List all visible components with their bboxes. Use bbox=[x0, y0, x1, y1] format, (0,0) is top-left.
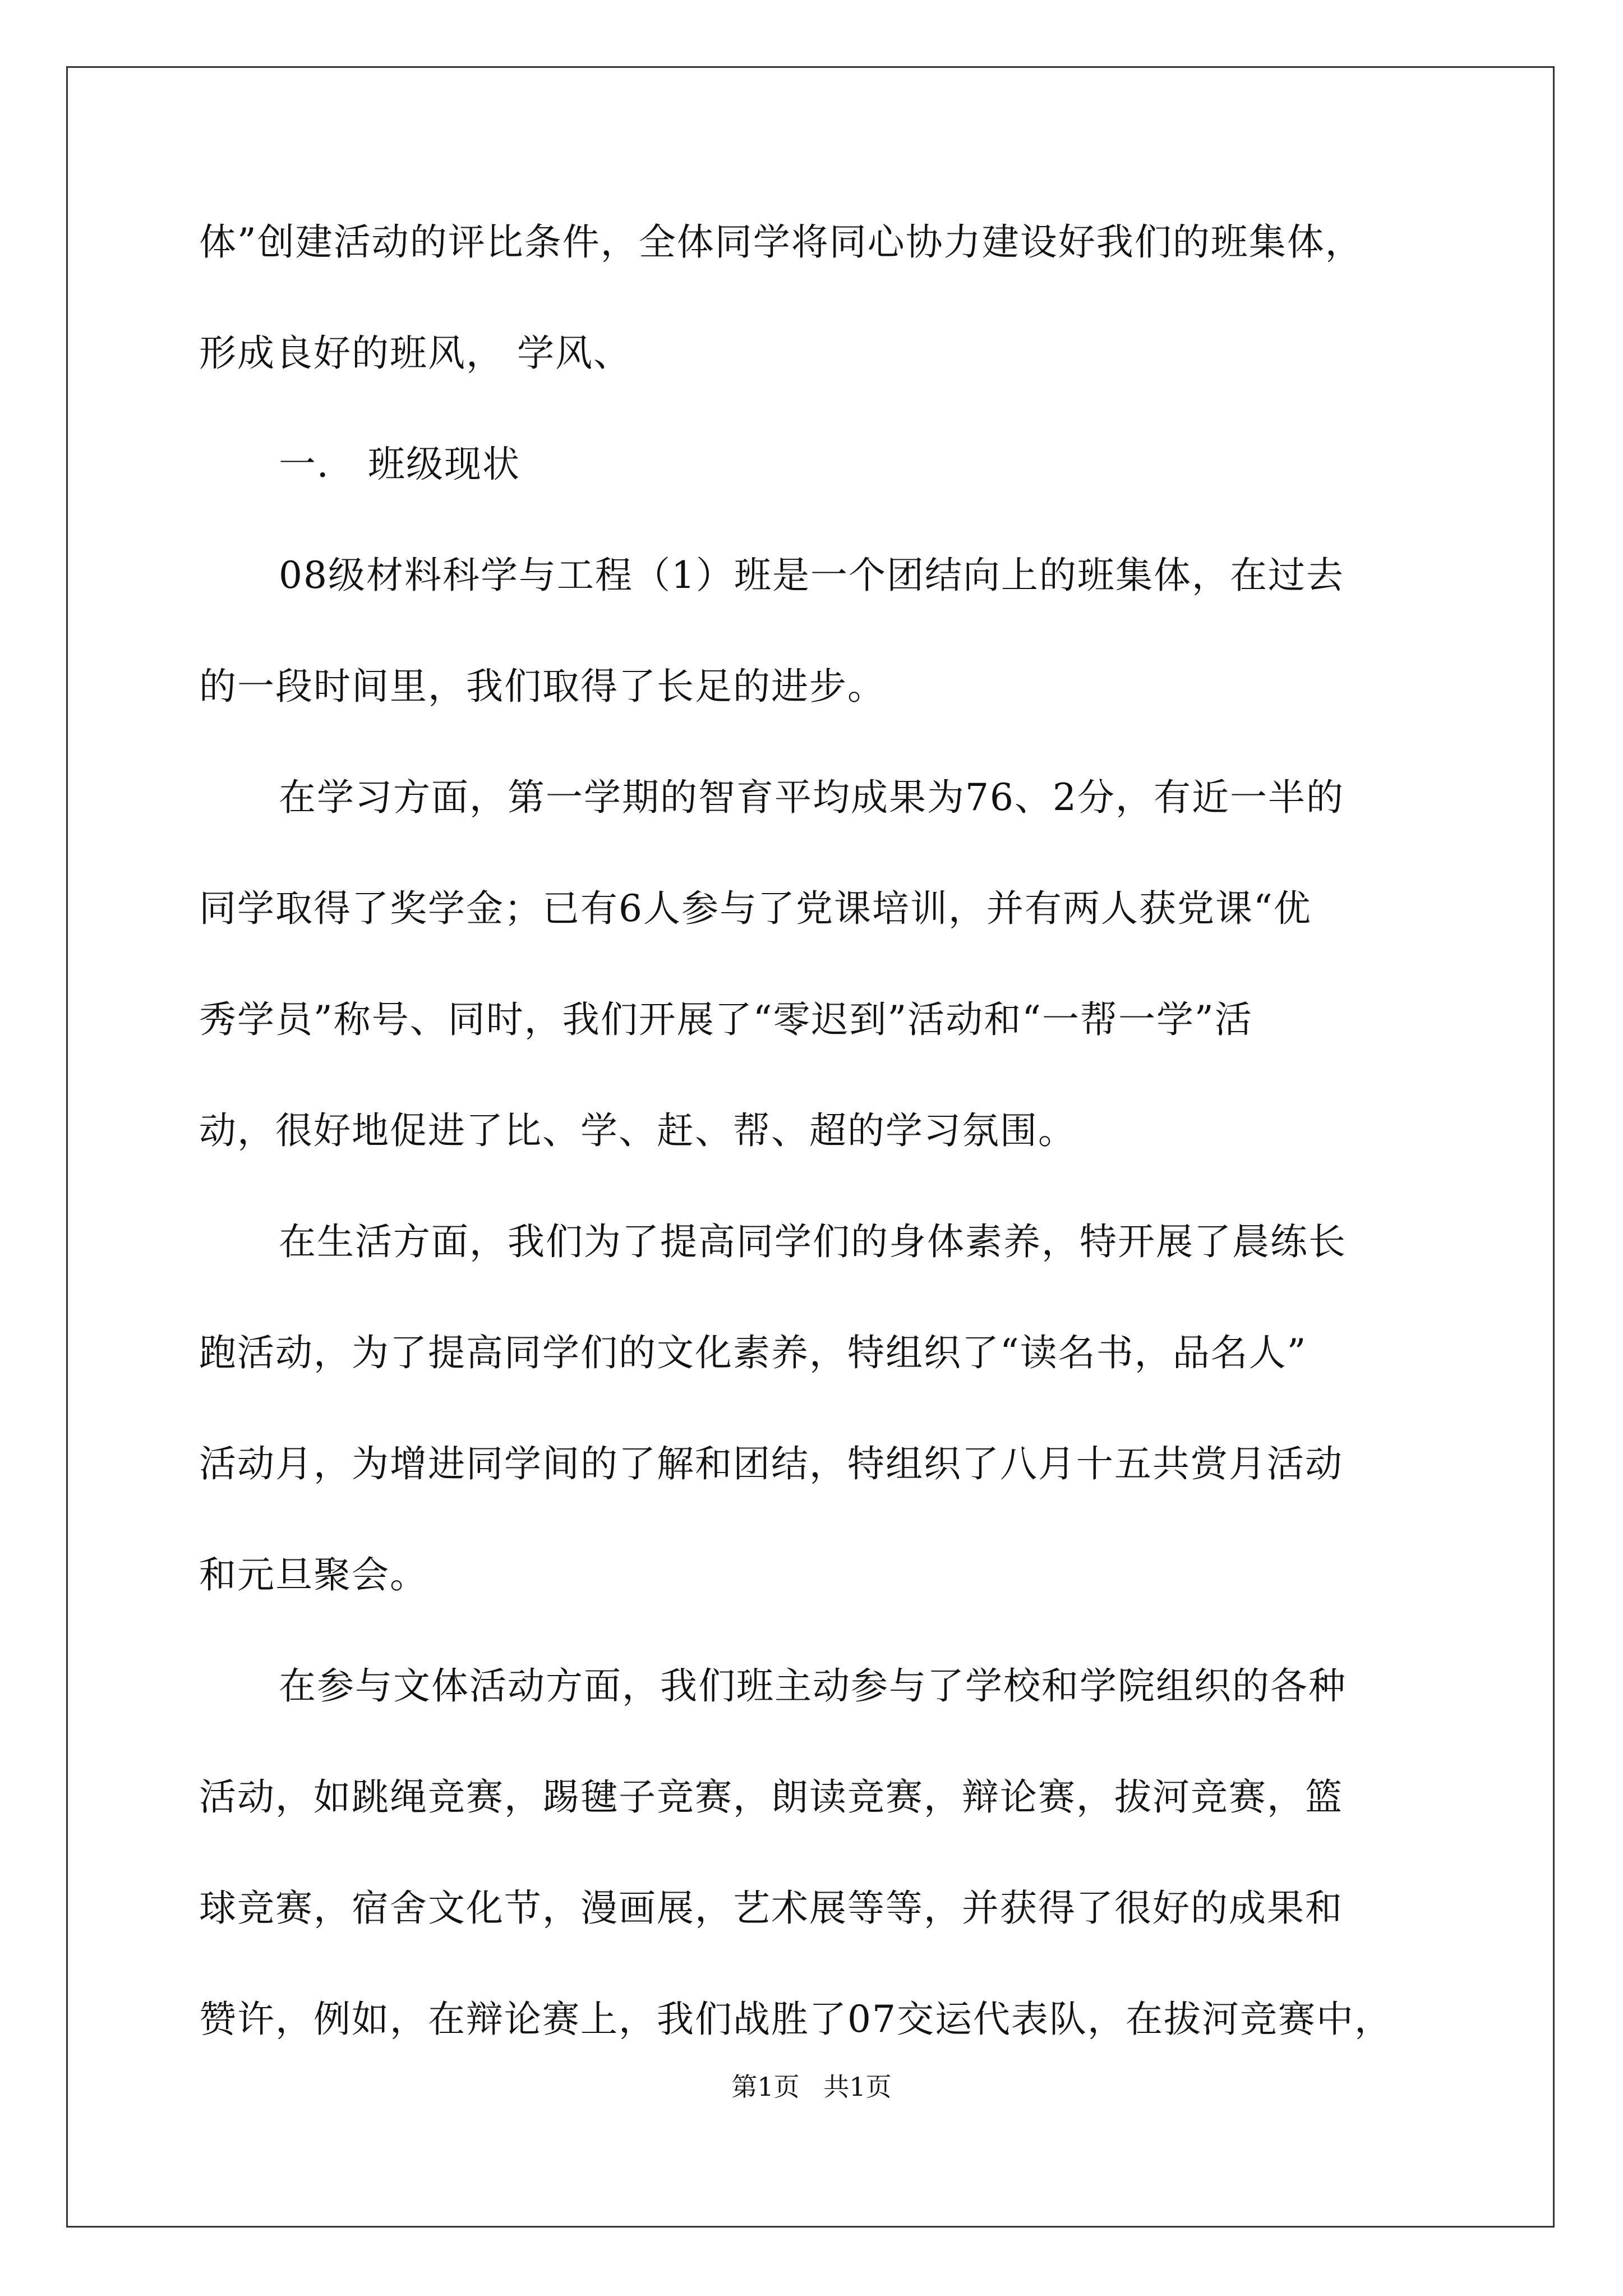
page-number: 第1页 bbox=[731, 2072, 800, 2102]
text-line: 在学习方面，第一学期的智育平均成果为76、2分，有近一半的 bbox=[279, 776, 1344, 819]
text-line: 和元旦聚会。 bbox=[199, 1553, 428, 1596]
document-body bbox=[199, 214, 1422, 2102]
section-heading: 一． 班级现状 bbox=[279, 443, 520, 486]
text-line: 形成良好的班风， 学风、 bbox=[199, 332, 631, 375]
text-line: 活动月，为增进同学间的了解和团结，特组织了八月十五共赏月活动 bbox=[199, 1442, 1343, 1485]
text-line: 体”创建活动的评比条件，全体同学将同心协力建设好我们的班集体， bbox=[199, 220, 1363, 264]
text-line: 跑活动，为了提高同学们的文化素养，特组织了“读名书，品名人” bbox=[199, 1331, 1307, 1374]
page-footer bbox=[0, 2070, 1623, 2104]
text-line: 同学取得了奖学金；已有6人参与了党课培训，并有两人获党课“优 bbox=[199, 887, 1312, 930]
text-line: 活动，如跳绳竞赛，踢毽子竞赛，朗读竞赛，辩论赛，拔河竞赛，篮 bbox=[199, 1775, 1343, 1819]
text-line: 球竞赛，宿舍文化节，漫画展，艺术展等等，并获得了很好的成果和 bbox=[199, 1887, 1343, 1930]
text-line: 在生活方面，我们为了提高同学们的身体素养，特开展了晨练长 bbox=[279, 1220, 1347, 1263]
text-line: 在参与文体活动方面，我们班主动参与了学校和学院组织的各种 bbox=[279, 1664, 1347, 1708]
text-line: 秀学员”称号、同时，我们开展了“零迟到”活动和“一帮一学”活 bbox=[199, 998, 1253, 1041]
page-total: 共1页 bbox=[823, 2072, 892, 2102]
text-line: 的一段时间里，我们取得了长足的进步。 bbox=[199, 665, 886, 708]
text-line: 动，很好地促进了比、学、赶、帮、超的学习氛围。 bbox=[199, 1109, 1076, 1152]
text-line: 赞许，例如，在辩论赛上，我们战胜了07交运代表队，在拔河竞赛中， bbox=[199, 1998, 1393, 2041]
text-line: 08级材料科学与工程（1）班是一个团结向上的班集体，在过去 bbox=[279, 554, 1344, 597]
